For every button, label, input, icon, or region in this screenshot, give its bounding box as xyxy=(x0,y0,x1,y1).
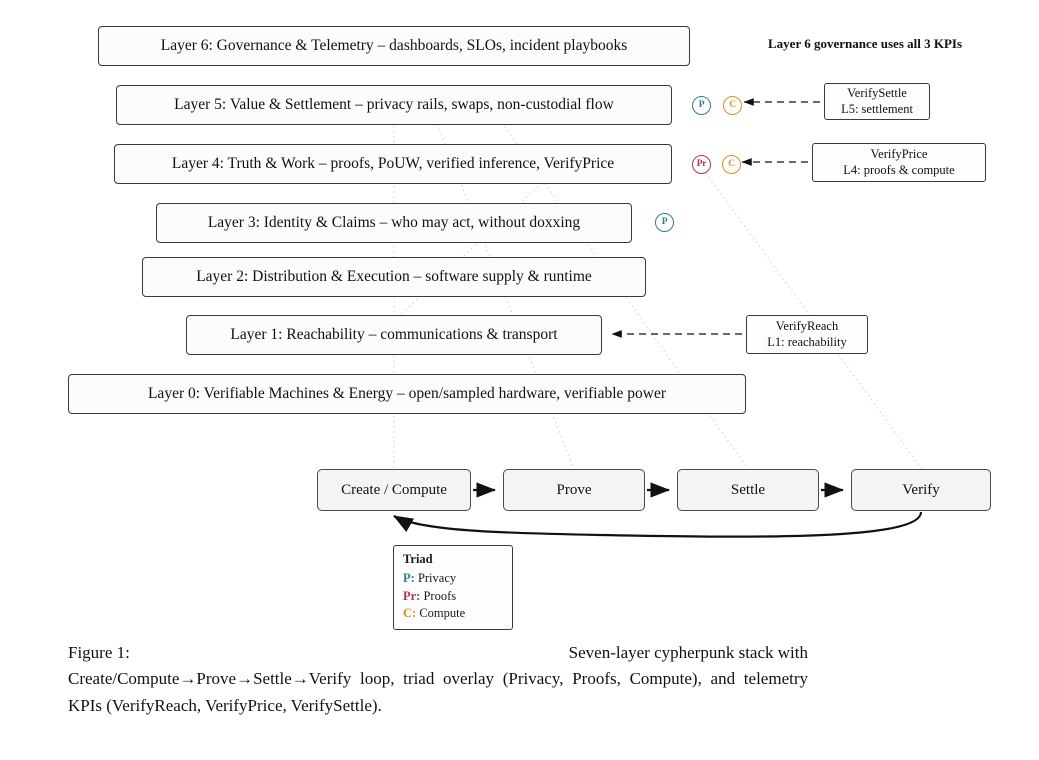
governance-note xyxy=(768,36,962,52)
kpi-connectors xyxy=(612,99,820,334)
legend-key-privacy: P: xyxy=(403,570,415,585)
triad-legend xyxy=(393,545,513,630)
badge-compute-layer5[interactable] xyxy=(723,96,742,115)
kpi-box-verify-reach[interactable] xyxy=(746,315,868,354)
legend-item-compute xyxy=(403,605,503,623)
loop-node-label: Verify xyxy=(902,481,940,498)
layer-label: Layer 0: Verifiable Machines & Energy – open/sampled hardware, verifiable power xyxy=(147,385,667,402)
legend-label-compute: Compute xyxy=(419,606,466,621)
layer-label: Layer 4: Truth & Work – proofs, PoUW, verified inference, VerifyPrice xyxy=(171,155,615,172)
badge-privacy-layer3[interactable] xyxy=(655,213,674,232)
figure-caption xyxy=(68,640,808,719)
layer-box-2[interactable] xyxy=(142,257,646,297)
kpi-subtitle: L5: settlement xyxy=(841,101,913,116)
kpi-box-verify-settle[interactable] xyxy=(824,83,930,120)
layer-label: Layer 5: Value & Settlement – privacy rails, swaps, non-custodial flow xyxy=(174,96,614,113)
loop-arrows xyxy=(394,490,921,537)
loop-node-label: Create / Compute xyxy=(341,481,447,498)
layer-box-5[interactable] xyxy=(116,85,672,125)
badge-proofs-layer4[interactable] xyxy=(692,155,711,174)
legend-label-privacy: Privacy xyxy=(417,570,457,585)
layer-box-6[interactable] xyxy=(98,26,690,66)
kpi-title: VerifyPrice xyxy=(870,147,928,162)
kpi-title: VerifyReach xyxy=(775,319,839,334)
layer-label: Layer 6: Governance & Telemetry – dashboards, SLOs, incident playbooks xyxy=(160,37,628,54)
loop-node-settle[interactable] xyxy=(677,469,819,511)
kpi-subtitle: L4: proofs & compute xyxy=(843,162,955,177)
caption-first-line xyxy=(68,640,808,666)
loop-node-prove[interactable] xyxy=(503,469,645,511)
badge-privacy-layer5[interactable] xyxy=(692,96,711,115)
loop-node-label: Settle xyxy=(730,481,766,498)
legend-item-proofs xyxy=(403,588,503,606)
loop-node-label: Prove xyxy=(556,481,592,498)
caption-body: Create/Compute→Prove→Settle→Verify loop, triad overlay (Privacy, Proofs, Compute), and telemetry KPIs (VerifyReach, VerifyPrice, VerifySettle). xyxy=(68,669,808,715)
caption-first-line-rest: Seven-layer cypherpunk stack with xyxy=(568,643,808,662)
governance-note-text: Layer 6 governance uses all 3 KPIs xyxy=(768,36,963,51)
legend-item-privacy xyxy=(403,570,503,588)
layer-box-0[interactable] xyxy=(68,374,746,414)
layer-label: Layer 3: Identity & Claims – who may act, without doxxing xyxy=(207,214,581,231)
legend-title: Triad xyxy=(403,552,433,566)
kpi-subtitle: L1: reachability xyxy=(767,334,847,349)
legend-key-proofs: Pr: xyxy=(403,588,421,603)
layer-box-4[interactable] xyxy=(114,144,672,184)
legend-label-proofs: Proofs xyxy=(423,588,457,603)
badge-label: C xyxy=(729,99,736,110)
kpi-title: VerifySettle xyxy=(847,86,907,101)
layer-box-1[interactable] xyxy=(186,315,602,355)
layer-label: Layer 1: Reachability – communications & transport xyxy=(230,326,558,343)
badge-compute-layer4[interactable] xyxy=(722,155,741,174)
loop-node-create-compute[interactable] xyxy=(317,469,471,511)
layer-box-3[interactable] xyxy=(156,203,632,243)
badge-label: P xyxy=(698,99,705,110)
loop-node-verify[interactable] xyxy=(851,469,991,511)
badge-label: Pr xyxy=(696,158,707,169)
caption-number: Figure 1: xyxy=(68,643,130,662)
layer-label: Layer 2: Distribution & Execution – software supply & runtime xyxy=(196,268,592,285)
badge-label: P xyxy=(661,216,668,227)
legend-key-compute: C: xyxy=(403,606,417,621)
badge-label: C xyxy=(728,158,735,169)
kpi-box-verify-price[interactable] xyxy=(812,143,986,182)
